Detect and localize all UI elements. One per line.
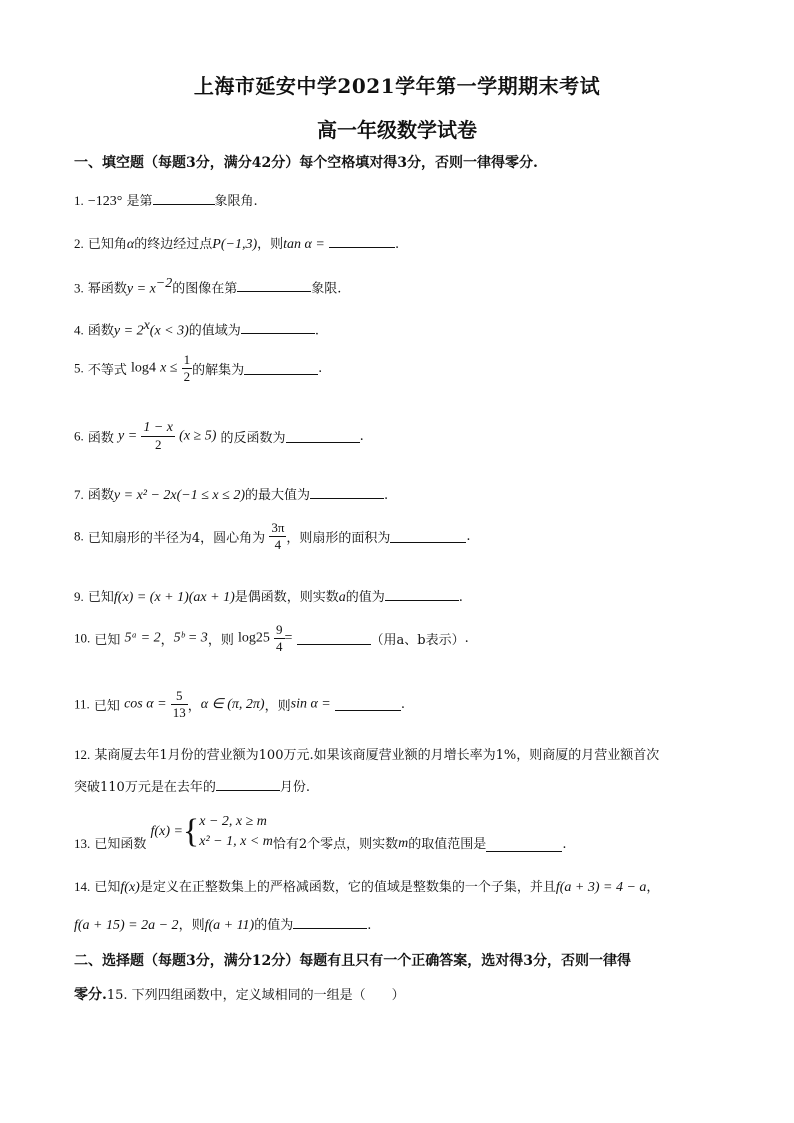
answer-blank[interactable] <box>216 778 280 791</box>
separator: ， <box>187 699 201 714</box>
exam-subtitle: 高一年级数学试卷 <box>317 118 477 142</box>
question-tail: . <box>394 237 400 252</box>
question-tail: . <box>400 697 406 712</box>
math-function: f(x) <box>120 880 140 895</box>
question-text: 某商厦去年1月份的营业额为100万元.如果该商厦营业额的月增长率为1%，则商厦的月营业额首次 <box>94 748 660 763</box>
separator: ， <box>646 880 660 895</box>
question-2 <box>74 233 399 253</box>
question-tail: . <box>458 590 463 605</box>
math-fraction <box>269 520 286 553</box>
question-8 <box>74 520 471 553</box>
question-7 <box>74 484 388 504</box>
question-text: 是定义在正整数集上的严格减函数，它的值域是整数集的一个子集，并且 <box>139 880 556 895</box>
fraction-denominator: 4 <box>274 537 282 552</box>
math-condition: (x < 3) <box>149 323 189 339</box>
question-text: 是第 <box>126 194 153 209</box>
question-tail: 象限角. <box>214 194 258 209</box>
question-tail: . <box>562 837 567 852</box>
math-function: f(x) = (x + 1)(ax + 1) <box>113 590 235 605</box>
question-text: 已知 <box>94 880 121 895</box>
fraction-denominator: 4 <box>276 639 283 654</box>
answer-blank[interactable] <box>297 632 371 645</box>
answer-blank[interactable] <box>390 530 466 543</box>
fraction-denominator: 2 <box>154 437 162 452</box>
question-text: 已知 <box>87 590 114 605</box>
math-expression: tan α = <box>283 237 325 252</box>
question-9 <box>74 586 463 606</box>
question-text: 已知角 <box>87 237 127 252</box>
question-number: 8. <box>74 528 84 544</box>
question-4 <box>74 318 319 339</box>
question-12-line-2 <box>74 776 310 795</box>
math-lhs: cos α = <box>124 696 167 712</box>
answer-blank[interactable] <box>241 321 315 334</box>
question-14-line-2 <box>74 914 371 934</box>
question-text: 幂函数 <box>87 281 127 297</box>
question-text: 的值为 <box>254 918 294 933</box>
question-text: 的图像在第 <box>172 281 238 297</box>
fraction-denominator: 13 <box>172 705 186 720</box>
question-10 <box>74 622 469 655</box>
section-2-heading-cont: 零分. <box>74 987 107 1003</box>
math-equation: f(a + 3) = 4 − a <box>555 880 647 895</box>
question-text: 函数 <box>87 323 114 339</box>
fraction-numerator: 1 <box>183 352 191 367</box>
math-function: y = x² − 2x(−1 ≤ x ≤ 2) <box>113 488 245 503</box>
brace-symbol: { <box>182 813 200 850</box>
question-number: 2. <box>74 236 84 251</box>
math-log: log <box>237 630 256 646</box>
question-text: 已知函数 <box>94 837 147 852</box>
question-text: 是偶函数，则实数 <box>234 590 339 605</box>
section-1-heading: 一、填空题（每题3分，满分42分）每个空格填对得3分，否则一律得零分. <box>74 155 538 171</box>
math-function-name: f(x) = <box>150 824 183 839</box>
math-lhs: y = <box>118 428 138 444</box>
question-text: 恰有2个零点，则实数 <box>272 837 399 852</box>
question-text: ，则 <box>264 699 291 714</box>
question-text: 已知扇形的半径为4，圆心角为 <box>87 531 266 546</box>
question-number: 6. <box>74 428 84 444</box>
question-text: 的值为 <box>345 590 385 605</box>
question-tail: . <box>384 488 389 503</box>
question-number: 10. <box>74 630 91 646</box>
math-variable: m <box>398 836 409 851</box>
question-tail: 月份. <box>279 780 310 795</box>
math-range: α ∈ (π, 2π) <box>200 697 265 712</box>
piecewise-function <box>151 812 273 852</box>
math-exponent: x <box>143 318 150 333</box>
question-number: 11. <box>74 696 90 712</box>
question-tail: . <box>314 323 319 339</box>
math-exponent: −2 <box>155 276 173 291</box>
answer-blank[interactable] <box>244 362 318 375</box>
answer-blank[interactable] <box>335 698 401 711</box>
question-14-line-1 <box>74 876 659 896</box>
math-expression: f(a + 11) <box>204 918 255 933</box>
question-text: 的取值范围是 <box>408 837 487 852</box>
question-number: 7. <box>74 487 84 502</box>
question-5 <box>74 352 322 385</box>
math-expression: sin α = <box>290 696 331 712</box>
piecewise-cases <box>199 812 273 852</box>
question-text: 的反函数为 <box>220 431 286 446</box>
question-15: 15. 下列四组函数中，定义域相同的一组是（ ） <box>106 988 405 1003</box>
answer-blank[interactable] <box>385 588 459 601</box>
question-tail: . <box>318 361 323 376</box>
question-tail: . <box>466 529 471 544</box>
question-text: ，则 <box>178 918 205 933</box>
math-equals: = <box>284 630 293 646</box>
question-text: ，则 <box>207 633 234 648</box>
math-equation: 5ᵃ = 2 <box>124 630 161 646</box>
math-fraction <box>182 352 193 385</box>
question-text: 的终边经过点 <box>134 237 213 252</box>
math-log: log <box>131 360 149 376</box>
question-number: 1. <box>74 193 84 208</box>
question-tail: 象限. <box>311 281 342 297</box>
math-equation: f(a + 15) = 2a − 2 <box>74 918 179 933</box>
question-11 <box>74 688 405 721</box>
answer-blank[interactable] <box>310 486 384 499</box>
section-2-line-2 <box>74 984 405 1004</box>
question-number: 12. <box>74 747 91 762</box>
fraction-numerator: 3π <box>271 520 285 535</box>
math-function: y = 2 <box>113 323 144 339</box>
question-tail: . <box>359 429 364 444</box>
question-3 <box>74 276 341 297</box>
fraction-numerator: 1 − x <box>143 420 174 435</box>
question-number: 5. <box>74 360 84 376</box>
question-text: 不等式 <box>87 363 127 378</box>
answer-blank[interactable] <box>286 430 360 443</box>
math-condition: (x ≥ 5) <box>179 428 217 444</box>
math-log-base: 25 <box>255 630 270 646</box>
answer-blank[interactable] <box>329 235 395 248</box>
question-text: 的解集为 <box>192 363 245 378</box>
separator: ， <box>160 633 174 648</box>
question-text: 突破110万元是在去年的 <box>74 780 216 795</box>
question-text: 的值域为 <box>188 323 241 339</box>
question-text: 函数 <box>87 431 114 446</box>
math-fraction <box>171 688 188 721</box>
question-text: 函数 <box>87 488 114 503</box>
question-tail: . <box>464 631 469 646</box>
case-1: x − 2, x ≥ m <box>199 814 267 829</box>
answer-blank[interactable] <box>486 839 562 852</box>
math-fraction <box>141 420 175 453</box>
question-tail: . <box>367 918 372 933</box>
math-fraction <box>274 622 285 655</box>
section-2-heading: 二、选择题（每题3分，满分12分）每题有且只有一个正确答案，选对得3分，否则一律得 <box>74 953 631 969</box>
math-equation: 5ᵇ = 3 <box>173 630 208 646</box>
answer-blank[interactable] <box>293 916 367 929</box>
question-number: 14. <box>74 879 91 894</box>
math-variable: a <box>338 590 346 605</box>
answer-blank[interactable] <box>237 279 311 292</box>
question-number: 13. <box>74 836 91 851</box>
exam-title: 上海市延安中学2021学年第一学期期末考试 <box>193 74 601 98</box>
question-1 <box>74 190 258 210</box>
question-text: 的最大值为 <box>245 488 311 503</box>
question-text: 已知 <box>93 699 120 714</box>
math-alpha: α <box>126 237 135 252</box>
question-text: ，则 <box>257 237 284 252</box>
fraction-denominator: 2 <box>183 369 191 384</box>
math-function: y = x <box>126 281 156 297</box>
math-point: P(−1,3) <box>212 237 258 252</box>
question-12-line-1 <box>74 744 659 763</box>
question-note: （用a、b表示） <box>370 633 465 648</box>
math-variable: x ≤ <box>160 360 178 376</box>
question-text: ，则扇形的面积为 <box>286 531 391 546</box>
fraction-numerator: 5 <box>171 688 188 705</box>
question-number: 9. <box>74 589 84 604</box>
question-text: 已知 <box>94 633 121 648</box>
case-2: x² − 1, x < m <box>199 834 273 849</box>
question-6 <box>74 420 364 453</box>
question-13 <box>74 812 566 852</box>
math-log-base: 4 <box>148 360 156 376</box>
question-number: 3. <box>74 280 84 296</box>
question-number: 4. <box>74 322 84 338</box>
math-angle: −123° <box>87 194 123 209</box>
fraction-numerator: 9 <box>276 622 283 637</box>
answer-blank[interactable] <box>153 192 215 205</box>
